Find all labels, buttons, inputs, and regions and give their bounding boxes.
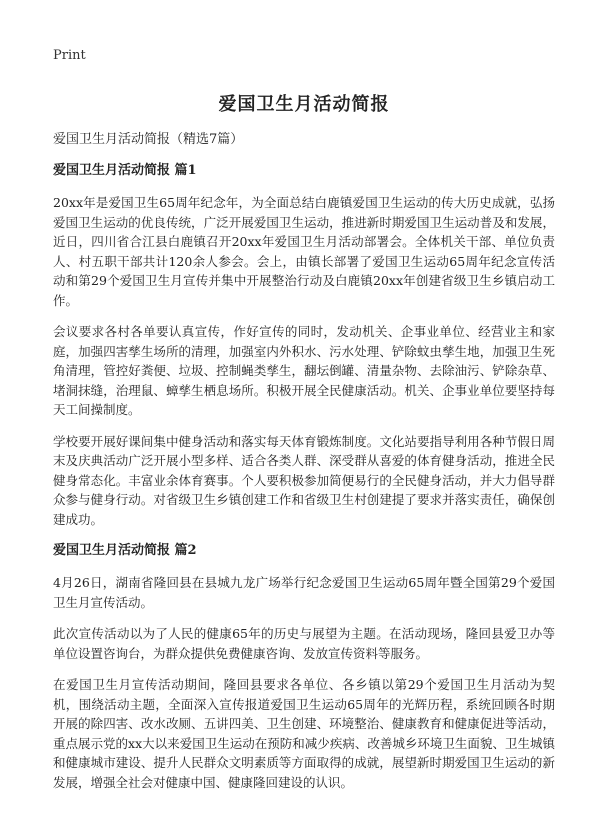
section-1-paragraph-1: 20xx年是爱国卫生65周年纪念年，为全面总结白鹿镇爱国卫生运动的传大历史成就，弘扬爱国卫生运动的优良传统，广泛开展爱国卫生运动，推进新时期爱国卫生运动普及和发展，近日，四川省合江县白鹿镇召开20xx年爱国卫生月活动部署会。全体机关干部、单位负责人、村五职干部共计120余人参会。会上，由镇长部署了爱国卫生运动65周年纪念宣传活动和第29个爱国卫生月宣传并集中开展整治行动及白鹿镇20xx年创建省级卫生乡镇启动工作。	[53, 195, 555, 308]
section-1-paragraph-2: 会议要求各村各单要认真宣传，作好宣传的同时，发动机关、企事业单位、经营业主和家庭，加强四害孳生场所的清理，加强室内外积水、污水处理、铲除蚊虫孳生地，加强卫生死角清理，管控好粪便、垃圾、控制蝇类孳生，翻坛倒罐、清量杂物、去除油污、铲除杂草、堵洞抹缝，治理鼠、蟑孳生栖息场所。积极开展全民健康活动。机关、企事业单位要坚持每天工间操制度。	[53, 324, 555, 417]
section-heading-2: 爱国卫生月活动简报 篇2	[53, 543, 197, 558]
section-2-paragraph-3: 在爱国卫生月宣传活动期间，隆回县要求各单位、各乡镇以第29个爱国卫生月活动为契机，围绕活动主题，全面深入宣传报道爱国卫生运动65周年的光辉历程，系统回顾各时期开展的除四害、改水改厕、五讲四美、卫生创建、环境整治、健康教育和健康促进等活动，重点展示党的xx大以来爱国卫生运动在预防和减少疾病、改善城乡环境卫生面貌、卫生城镇和健康城市建设、提升人民群众文明素质等方面取得的成就，展望新时期爱国卫生运动的新发展，增强全社会对健康中国、健康隆回建设的认识。	[53, 677, 555, 790]
document-title: 爱国卫生月活动简报	[218, 94, 390, 115]
section-2-paragraph-1: 4月26日，湖南省隆回县在县城九龙广场举行纪念爱国卫生运动65周年暨全国第29个爱国卫生月宣传活动。	[53, 575, 555, 610]
section-1-paragraph-3: 学校要开展好课间集中健身活动和落实每天体育锻炼制度。文化站要指导利用各种节假日周末及庆典活动广泛开展小型多样、适合各类人群、深受群从喜爱的体育健身活动，推进全民健身常态化。丰富业余体育赛事。个人要积极参加简便易行的全民健身活动，并大力倡导群众参与健身行动。对省级卫生乡镇创建工作和省级卫生村创建提了要求并落实责任，确保创建成功。	[53, 433, 555, 527]
section-2-paragraph-2: 此次宣传活动以为了人民的健康65年的历史与展望为主题。在活动现场，隆回县爱卫办等单位设置咨询台，为群众提供免费健康咨询、发放宣传资料等服务。	[53, 626, 555, 661]
section-heading-1: 爱国卫生月活动简报 篇1	[53, 163, 197, 178]
print-link[interactable]: Print	[53, 48, 86, 63]
document-subtitle: 爱国卫生月活动简报（精选7篇）	[53, 132, 244, 147]
